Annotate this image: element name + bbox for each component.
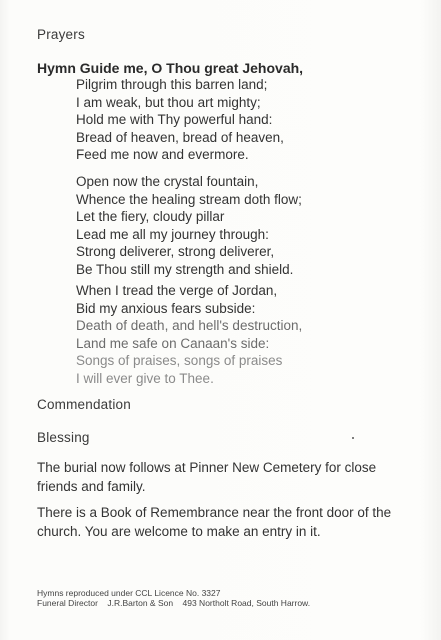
verse-line: Be Thou still my strength and shield. bbox=[76, 261, 294, 277]
funeral-director-label: Funeral Director bbox=[37, 598, 98, 608]
verse-line: Whence the healing stream doth flow; bbox=[76, 191, 302, 207]
funeral-director-address: 493 Northolt Road, South Harrow. bbox=[182, 598, 311, 608]
verse-line: Death of death, and hell's destruction, bbox=[76, 318, 303, 334]
burial-paragraph: The burial now follows at Pinner New Cemetery for close friends and family. bbox=[37, 460, 377, 494]
verse-line: Hold me with Thy powerful hand: bbox=[76, 112, 273, 128]
verse-line: When I tread the verge of Jordan, bbox=[76, 283, 278, 298]
hymn-title: Hymn Guide me, O Thou great Jehovah, bbox=[37, 60, 304, 76]
verse-line: Bid my anxious fears subside: bbox=[76, 300, 256, 316]
verse-line: Bread of heaven, bread of heaven, bbox=[76, 129, 284, 145]
hymn-verse-3 bbox=[76, 282, 302, 388]
book-of-remembrance-paragraph: There is a Book of Remembrance near the front door of the church. You are welcome to make an entry in it. bbox=[37, 505, 392, 539]
print-speck bbox=[352, 437, 354, 439]
hymn-verse-2 bbox=[76, 173, 302, 279]
verse-line: I will ever give to Thee. bbox=[76, 370, 214, 386]
verse-line: I am weak, but thou art mighty; bbox=[76, 94, 261, 110]
verse-line: Songs of praises, songs of praises bbox=[76, 353, 283, 369]
verse-line: Lead me all my journey through: bbox=[76, 226, 269, 242]
commendation-heading: Commendation bbox=[37, 397, 131, 412]
verse-line: Strong deliverer, strong deliverer, bbox=[76, 244, 275, 260]
prayers-heading: Prayers bbox=[37, 27, 85, 42]
licence-footnote: Hymns reproduced under CCL Licence No. 3327 bbox=[37, 588, 221, 598]
verse-line: Open now the crystal fountain, bbox=[76, 174, 259, 189]
verse-line: Feed me now and evermore. bbox=[76, 147, 249, 163]
verse-line: Land me safe on Canaan's side: bbox=[76, 335, 270, 351]
verse-line: Let the fiery, cloudy pillar bbox=[76, 209, 225, 225]
funeral-director-name: J.R.Barton & Son bbox=[107, 598, 174, 608]
verse-line: Pilgrim through this barren land; bbox=[76, 77, 268, 92]
funeral-director-footnote bbox=[37, 598, 310, 608]
blessing-heading: Blessing bbox=[37, 430, 90, 445]
hymn-verse-1 bbox=[76, 76, 284, 164]
